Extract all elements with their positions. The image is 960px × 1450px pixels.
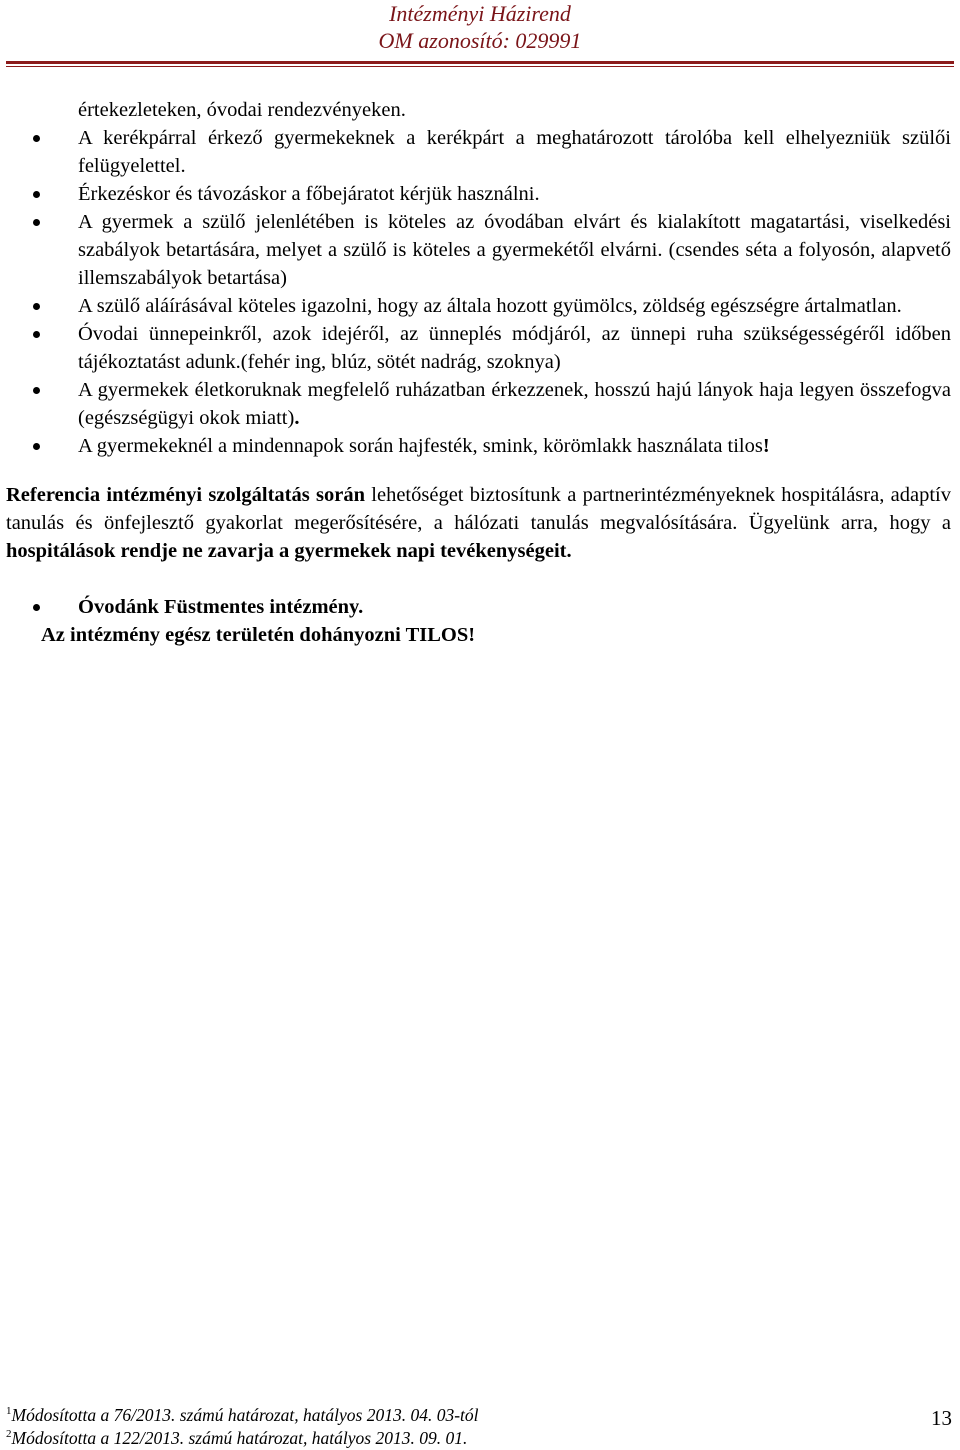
footnotes	[6, 1404, 479, 1450]
list-item-bold-punct: .	[294, 407, 300, 429]
footnote	[6, 1404, 479, 1427]
list-item	[6, 180, 951, 208]
bullet-icon	[33, 191, 40, 198]
list-item-text: Érkezéskor és távozáskor a főbejáratot kérjük használni.	[78, 183, 540, 205]
footnote	[6, 1427, 479, 1450]
page-header	[0, 0, 960, 54]
header-rule-thin	[6, 66, 954, 67]
referencia-bold-start: Referencia intézményi szolgáltatás során	[6, 484, 365, 506]
footnote-mark: 2	[6, 1428, 12, 1441]
list-item-text: A gyermekeknél a mindennapok során hajfesték, smink, körömlakk használata tilos	[78, 435, 763, 457]
bullet-icon	[33, 331, 40, 338]
footnote-text: Módosította a 122/2013. számú határozat, hatályos 2013. 09. 01.	[11, 1428, 468, 1448]
continuation-line: értekezleteken, óvodai rendezvényeken.	[78, 99, 406, 121]
document-body	[6, 96, 951, 649]
list-item	[6, 124, 951, 180]
list-item	[6, 376, 951, 432]
page-number: 13	[931, 1406, 952, 1430]
list-item-bold-punct: !	[762, 435, 770, 457]
referencia-bold-end: hospitálások rendje ne zavarja a gyermekek napi tevékenységeit.	[6, 540, 572, 562]
smoking-prohibited-text: Az intézmény egész területén dohányozni TILOS!	[41, 624, 476, 646]
bullet-icon	[33, 135, 40, 142]
referencia-text: lehetőséget biztosítunk a partnerintézményeknek hospitálásra, adaptív tanulás és önfejlesztő gyakorlat megerősítésére, a hálózati tanulás megvalósítására. Ügyelünk arra, hogy a	[6, 484, 951, 534]
bullet-icon	[33, 387, 40, 394]
list-item-text: A gyermek a szülő jelenlétében is köteles az óvodában elvárt és kialakított magatartási, viselkedési szabályok betartására, melyet a szülő is köteles a gyermekétől elvárni. (csendes séta a folyosón, alapvető illemszabályok betartása)	[78, 211, 951, 289]
referencia-paragraph	[6, 481, 951, 565]
footnote-text: Módosította a 76/2013. számú határozat, hatályos 2013. 04. 03-tól	[11, 1405, 479, 1425]
list-item	[6, 320, 951, 376]
list-item	[6, 208, 951, 292]
list-item-text: A szülő aláírásával köteles igazolni, hogy az általa hozott gyümölcs, zöldség egészségre ártalmatlan.	[78, 295, 902, 317]
rules-list	[6, 124, 951, 460]
footnote-mark: 1	[6, 1405, 12, 1418]
list-item	[6, 593, 951, 621]
header-rule-thick	[6, 61, 954, 64]
bullet-icon	[33, 443, 40, 450]
list-item-text: A gyermekek életkoruknak megfelelő ruházatban érkezzenek, hosszú hajú lányok haja legyen összefogva (egészségügyi okok miatt)	[78, 379, 951, 429]
bullet-icon	[33, 604, 40, 611]
list-item-text: Óvodai ünnepeinkről, azok idejéről, az ünneplés módjáról, az ünnepi ruha szükségességéről időben tájékoztatást adunk.(fehér ing, blúz, sötét nadrág, szoknya)	[78, 323, 951, 373]
smoke-free-notice	[6, 593, 951, 649]
bullet-icon	[33, 303, 40, 310]
list-item	[6, 292, 951, 320]
header-title: Intézményi Házirend	[389, 1, 571, 26]
list-item-text: A kerékpárral érkező gyermekeknek a kerékpárt a meghatározott tárolóba kell elhelyezniük szülői felügyelettel.	[78, 127, 951, 177]
bullet-icon	[33, 219, 40, 226]
header-om-id: OM azonosító: 029991	[378, 28, 582, 53]
smoke-free-title: Óvodánk Füstmentes intézmény.	[78, 596, 364, 618]
list-item	[6, 432, 951, 460]
